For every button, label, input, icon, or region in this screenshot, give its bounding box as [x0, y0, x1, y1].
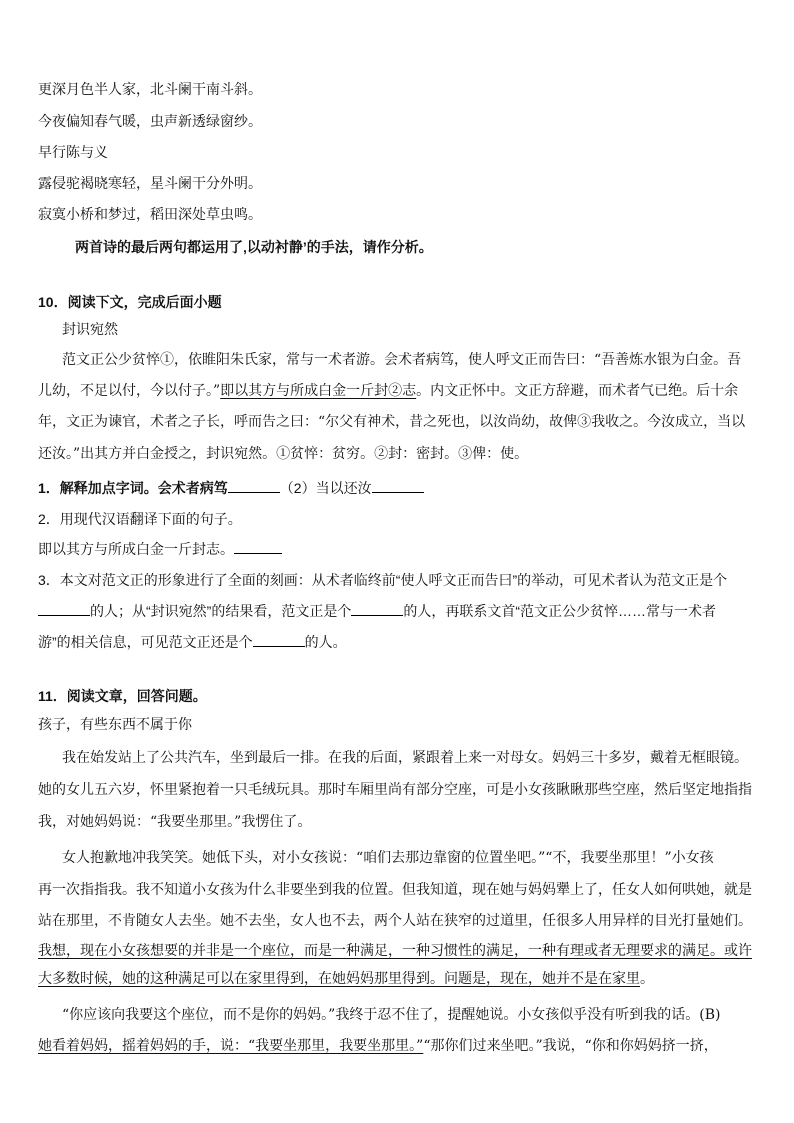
q10-sub2: 2．用现代汉语翻译下面的句子。 — [38, 511, 242, 527]
poem-line: 今夜偏知春气暖，虫声新透绿窗纱。 — [38, 114, 262, 130]
q10-title: 封识宛然 — [62, 322, 118, 338]
q11-heading: 11．阅读文章，回答问题。 — [38, 688, 207, 704]
underlined-sentence: 即以其方与所成白金一斤封②志 — [220, 383, 417, 399]
q10-passage-line: 范文正公少贫悴①，依睢阳朱氏家，常与一术者游。会术者病笃，使人呼文正而告曰：“吾善炼水银为白金。吾 — [62, 352, 742, 368]
q11-paragraph-line: 再一次指指我。我不知道小女孩为什么非要坐到我的位置。但我知道，现在她与妈妈犟上了，任女人如何哄她，就是 — [38, 882, 752, 898]
q11-paragraph-line: 我，对她妈妈说：“我要坐那里。”我愣住了。 — [38, 814, 312, 830]
answer-blank[interactable] — [253, 632, 305, 647]
poem-question: 两首诗的最后两句都运用了‚以动衬静’的手法，请作分析。 — [75, 239, 433, 255]
q11-paragraph-line: 女人抱歉地冲我笑笑。她低下头，对小女孩说：“咱们去那边靠窗的位置坐吧。”“不，我要坐那里！”小女孩 — [62, 850, 714, 866]
q10-sub3-line: 的人；从“封识宛然”的结果看，范文正是个 的人，再联系文首“范文正公少贫悴……常与一术者 — [38, 601, 716, 621]
answer-blank[interactable] — [234, 539, 282, 554]
q10-sub2-sentence: 即以其方与所成白金一斤封志。 — [38, 539, 282, 559]
answer-blank[interactable] — [372, 478, 424, 493]
q11-paragraph-line: 站在那里，不肯随女人去坐。她不去坐，女人也不去，两个人站在狭窄的过道里，任很多人用异样的目光打量她们。 — [38, 913, 752, 929]
q10-passage-line: 年，文正为谏官，术者之子长，呼而告之曰：“尔父有神术，昔之死也，以汝尚幼，故俾③我收之。今汝成立，当以 — [38, 414, 746, 430]
q11-paragraph-line: 她看着妈妈，摇着妈妈的手，说：“我要坐那里，我要坐那里。”“那你们过来坐吧。”我说，“你和你妈妈挤一挤， — [38, 1038, 718, 1054]
q10-passage-line: 儿幼，不足以付，今以付子。”即以其方与所成白金一斤封②志。内文正怀中。文正方辞避，而术者气已绝。后十余 — [38, 383, 739, 399]
q11-underlined-line: 大多数时候，她的这种满足可以在家里得到，在她妈妈那里得到。问题是，现在，她并不是在家里。 — [38, 971, 654, 987]
q11-title: 孩子，有些东西不属于你 — [38, 717, 192, 733]
poem-line: 更深月色半人家，北斗阑干南斗斜。 — [38, 82, 262, 98]
q11-paragraph-line: “你应该向我要这个座位，而不是你的妈妈。”我终于忍不住了，提醒她说。小女孩似乎没有听到我的话。(B) — [62, 1007, 721, 1023]
q11-underlined-line: 我想，现在小女孩想要的并非是一个座位，而是一种满足，一种习惯性的满足，一种有理或者无理要求的满足。或许 — [38, 943, 752, 959]
q10-sub3-line: 游”的相关信息，可见范文正还是个 的人。 — [38, 634, 347, 650]
q10-sub1: 1．解释加点字词。会术者病笃 （2）当以还汝 — [38, 478, 424, 498]
q11-paragraph-line: 她的女儿五六岁，怀里紧抱着一只毛绒玩具。那时车厢里尚有部分空座，可是小女孩瞅瞅那些空座，然后坚定地指指 — [38, 782, 752, 798]
q10-passage-line: 还汝。”出其方并白金授之，封识宛然。①贫悴：贫穷。②封：密封。③俾：使。 — [38, 446, 529, 462]
poem-line: 露侵驼褐晓寒轻，星斗阑干分外明。 — [38, 176, 262, 192]
poem-line: 寂寞小桥和梦过，稻田深处草虫鸣。 — [38, 207, 262, 223]
q10-heading: 10．阅读下文，完成后面小题 — [38, 294, 222, 310]
answer-blank[interactable] — [228, 478, 280, 493]
q11-paragraph-line: 我在始发站上了公共汽车，坐到最后一排。在我的后面，紧跟着上来一对母女。妈妈三十多岁，戴着无框眼镜。 — [62, 750, 748, 766]
poem-title: 早行陈与义 — [38, 145, 108, 161]
answer-blank[interactable] — [38, 601, 90, 616]
underlined-sentence-b: 她看着妈妈，摇着妈妈的手，说：“我要坐那里，我要坐那里。” — [38, 1038, 424, 1054]
q10-sub3: 3．本文对范文正的形象进行了全面的刻画：从术者临终前“使人呼文正而告曰”的举动，可见术者认为范文正是个 — [38, 572, 728, 588]
answer-blank[interactable] — [351, 601, 403, 616]
